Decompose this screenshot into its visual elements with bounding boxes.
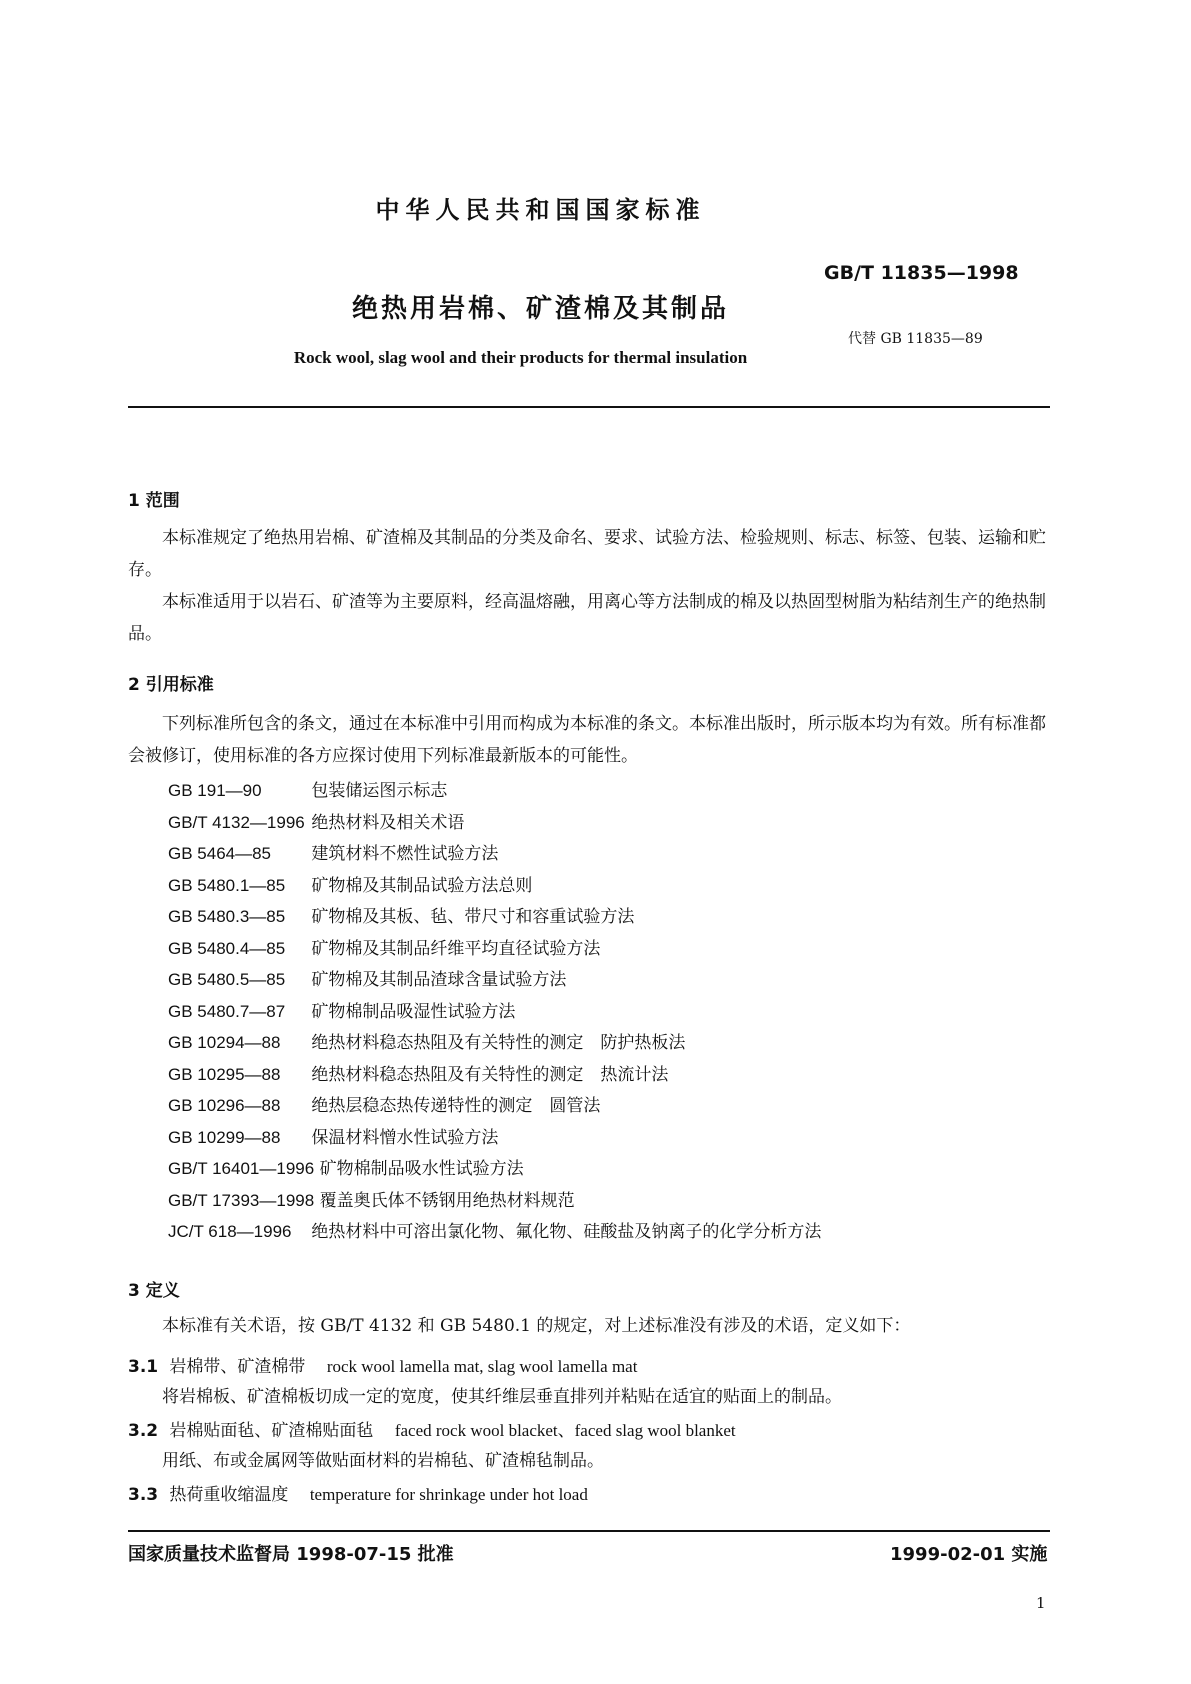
reference-code: GB 5480.3—85	[168, 907, 286, 926]
national-standard-heading: 中华人民共和国国家标准	[375, 196, 706, 224]
term-en: rock wool lamella mat, slag wool lamella mat	[326, 1357, 638, 1376]
clause-number: 3.3	[128, 1485, 159, 1505]
clause-number: 3.2	[128, 1421, 159, 1441]
reference-code: GB/T 17393—1998	[168, 1190, 315, 1210]
clause-3-1	[128, 1352, 637, 1377]
reference-title: 保温材料憎水性试验方法	[311, 1127, 499, 1148]
section-heading-references: 2 引用标准	[128, 675, 214, 695]
reference-item	[168, 934, 600, 959]
section-heading-definitions: 3 定义	[128, 1281, 180, 1301]
page-number: 1	[1036, 1594, 1046, 1612]
paragraph: 本标准适用于以岩石、矿渣等为主要原料，经高温熔融，用离心等方法制成的棉及以热固型树脂为粘结剂生产的绝热制品。	[128, 592, 1046, 644]
reference-title: 矿物棉制品吸水性试验方法	[319, 1159, 524, 1179]
reference-title: 矿物棉及其制品试验方法总则	[311, 875, 533, 896]
reference-title: 建筑材料不燃性试验方法	[311, 844, 499, 864]
reference-item	[168, 1217, 821, 1242]
reference-item	[168, 839, 498, 864]
reference-code: GB 5480.7—87	[168, 1001, 286, 1021]
footer-rule	[128, 1530, 1050, 1532]
reference-title: 覆盖奥氏体不锈钢用绝热材料规范	[319, 1190, 575, 1211]
term-en: faced rock wool blacket、faced slag wool blanket	[394, 1421, 736, 1440]
reference-title: 矿物棉及其板、毡、带尺寸和容重试验方法	[311, 907, 635, 927]
reference-title: 绝热材料稳态热阻及有关特性的测定 热流计法	[311, 1064, 669, 1085]
definition-text: 用纸、布或金属网等做贴面材料的岩棉毡、矿渣棉毡制品。	[162, 1451, 604, 1471]
reference-code: GB 5464—85	[168, 844, 272, 863]
reference-item	[168, 808, 464, 833]
reference-title: 绝热层稳态热传递特性的测定 圆管法	[311, 1096, 601, 1116]
reference-code: JC/T 618—1996	[168, 1222, 292, 1241]
reference-code: GB 5480.1—85	[168, 875, 286, 895]
replaces-note: 代替 GB 11835—89	[848, 331, 983, 347]
reference-code: GB 5480.5—85	[168, 970, 286, 989]
approval-note: 国家质量技术监督局 1998-07-15 批准	[128, 1544, 454, 1565]
reference-item	[168, 997, 515, 1022]
reference-code: GB 5480.4—85	[168, 938, 286, 958]
reference-code: GB/T 4132—1996	[168, 812, 305, 832]
clause-3-3	[128, 1480, 588, 1505]
paragraph: 下列标准所包含的条文，通过在本标准中引用而构成为本标准的条文。本标准出版时，所示版本均为有效。所有标准都会被修订，使用标准的各方应探讨使用下列标准最新版本的可能性。	[128, 714, 1046, 766]
reference-code: GB 191—90	[168, 781, 262, 800]
reference-code: GB/T 16401—1996	[168, 1159, 315, 1178]
reference-title: 矿物棉及其制品渣球含量试验方法	[311, 970, 567, 990]
term-en: temperature for shrinkage under hot load	[309, 1485, 588, 1504]
reference-item	[168, 965, 566, 990]
reference-item	[168, 776, 447, 801]
paragraph: 本标准有关术语，按 GB/T 4132 和 GB 5480.1 的规定，对上述标准没有涉及的术语，定义如下：	[162, 1316, 911, 1336]
document-title-en: Rock wool, slag wool and their products for thermal insulation	[293, 348, 748, 367]
reference-item	[168, 902, 634, 927]
standard-number: GB/T 11835—1998	[824, 262, 1019, 284]
definition-text: 将岩棉板、矿渣棉板切成一定的宽度，使其纤维层垂直排列并粘贴在适宜的贴面上的制品。	[162, 1387, 842, 1407]
paragraph: 本标准规定了绝热用岩棉、矿渣棉及其制品的分类及命名、要求、试验方法、检验规则、标志、标签、包装、运输和贮存。	[128, 528, 1046, 580]
section-heading-scope: 1 范围	[128, 491, 180, 511]
reference-title: 矿物棉制品吸湿性试验方法	[311, 1001, 516, 1022]
reference-item	[168, 1186, 575, 1211]
reference-title: 绝热材料稳态热阻及有关特性的测定 防护热板法	[311, 1033, 686, 1053]
document-title-cn: 绝热用岩棉、矿渣棉及其制品	[351, 294, 729, 324]
reference-code: GB 10299—88	[168, 1127, 281, 1147]
reference-code: GB 10296—88	[168, 1096, 281, 1115]
reference-title: 绝热材料中可溶出氯化物、氟化物、硅酸盐及钠离子的化学分析方法	[311, 1222, 822, 1242]
reference-item	[168, 871, 532, 896]
implementation-date: 1999-02-01 实施	[890, 1544, 1048, 1565]
reference-item	[168, 1091, 600, 1116]
term-cn: 热荷重收缩温度	[169, 1485, 289, 1505]
reference-item	[168, 1060, 668, 1085]
reference-item	[168, 1028, 685, 1053]
clause-number: 3.1	[128, 1357, 159, 1377]
term-cn: 岩棉带、矿渣棉带	[169, 1357, 306, 1377]
clause-3-2	[128, 1416, 736, 1441]
reference-code: GB 10295—88	[168, 1064, 281, 1084]
reference-item	[168, 1154, 524, 1179]
reference-title: 绝热材料及相关术语	[311, 812, 465, 833]
reference-code: GB 10294—88	[168, 1033, 281, 1052]
reference-item	[168, 1123, 498, 1148]
reference-title: 包装储运图示标志	[311, 781, 448, 801]
reference-title: 矿物棉及其制品纤维平均直径试验方法	[311, 938, 601, 959]
header-rule	[128, 406, 1050, 408]
term-cn: 岩棉贴面毡、矿渣棉贴面毡	[169, 1421, 374, 1441]
